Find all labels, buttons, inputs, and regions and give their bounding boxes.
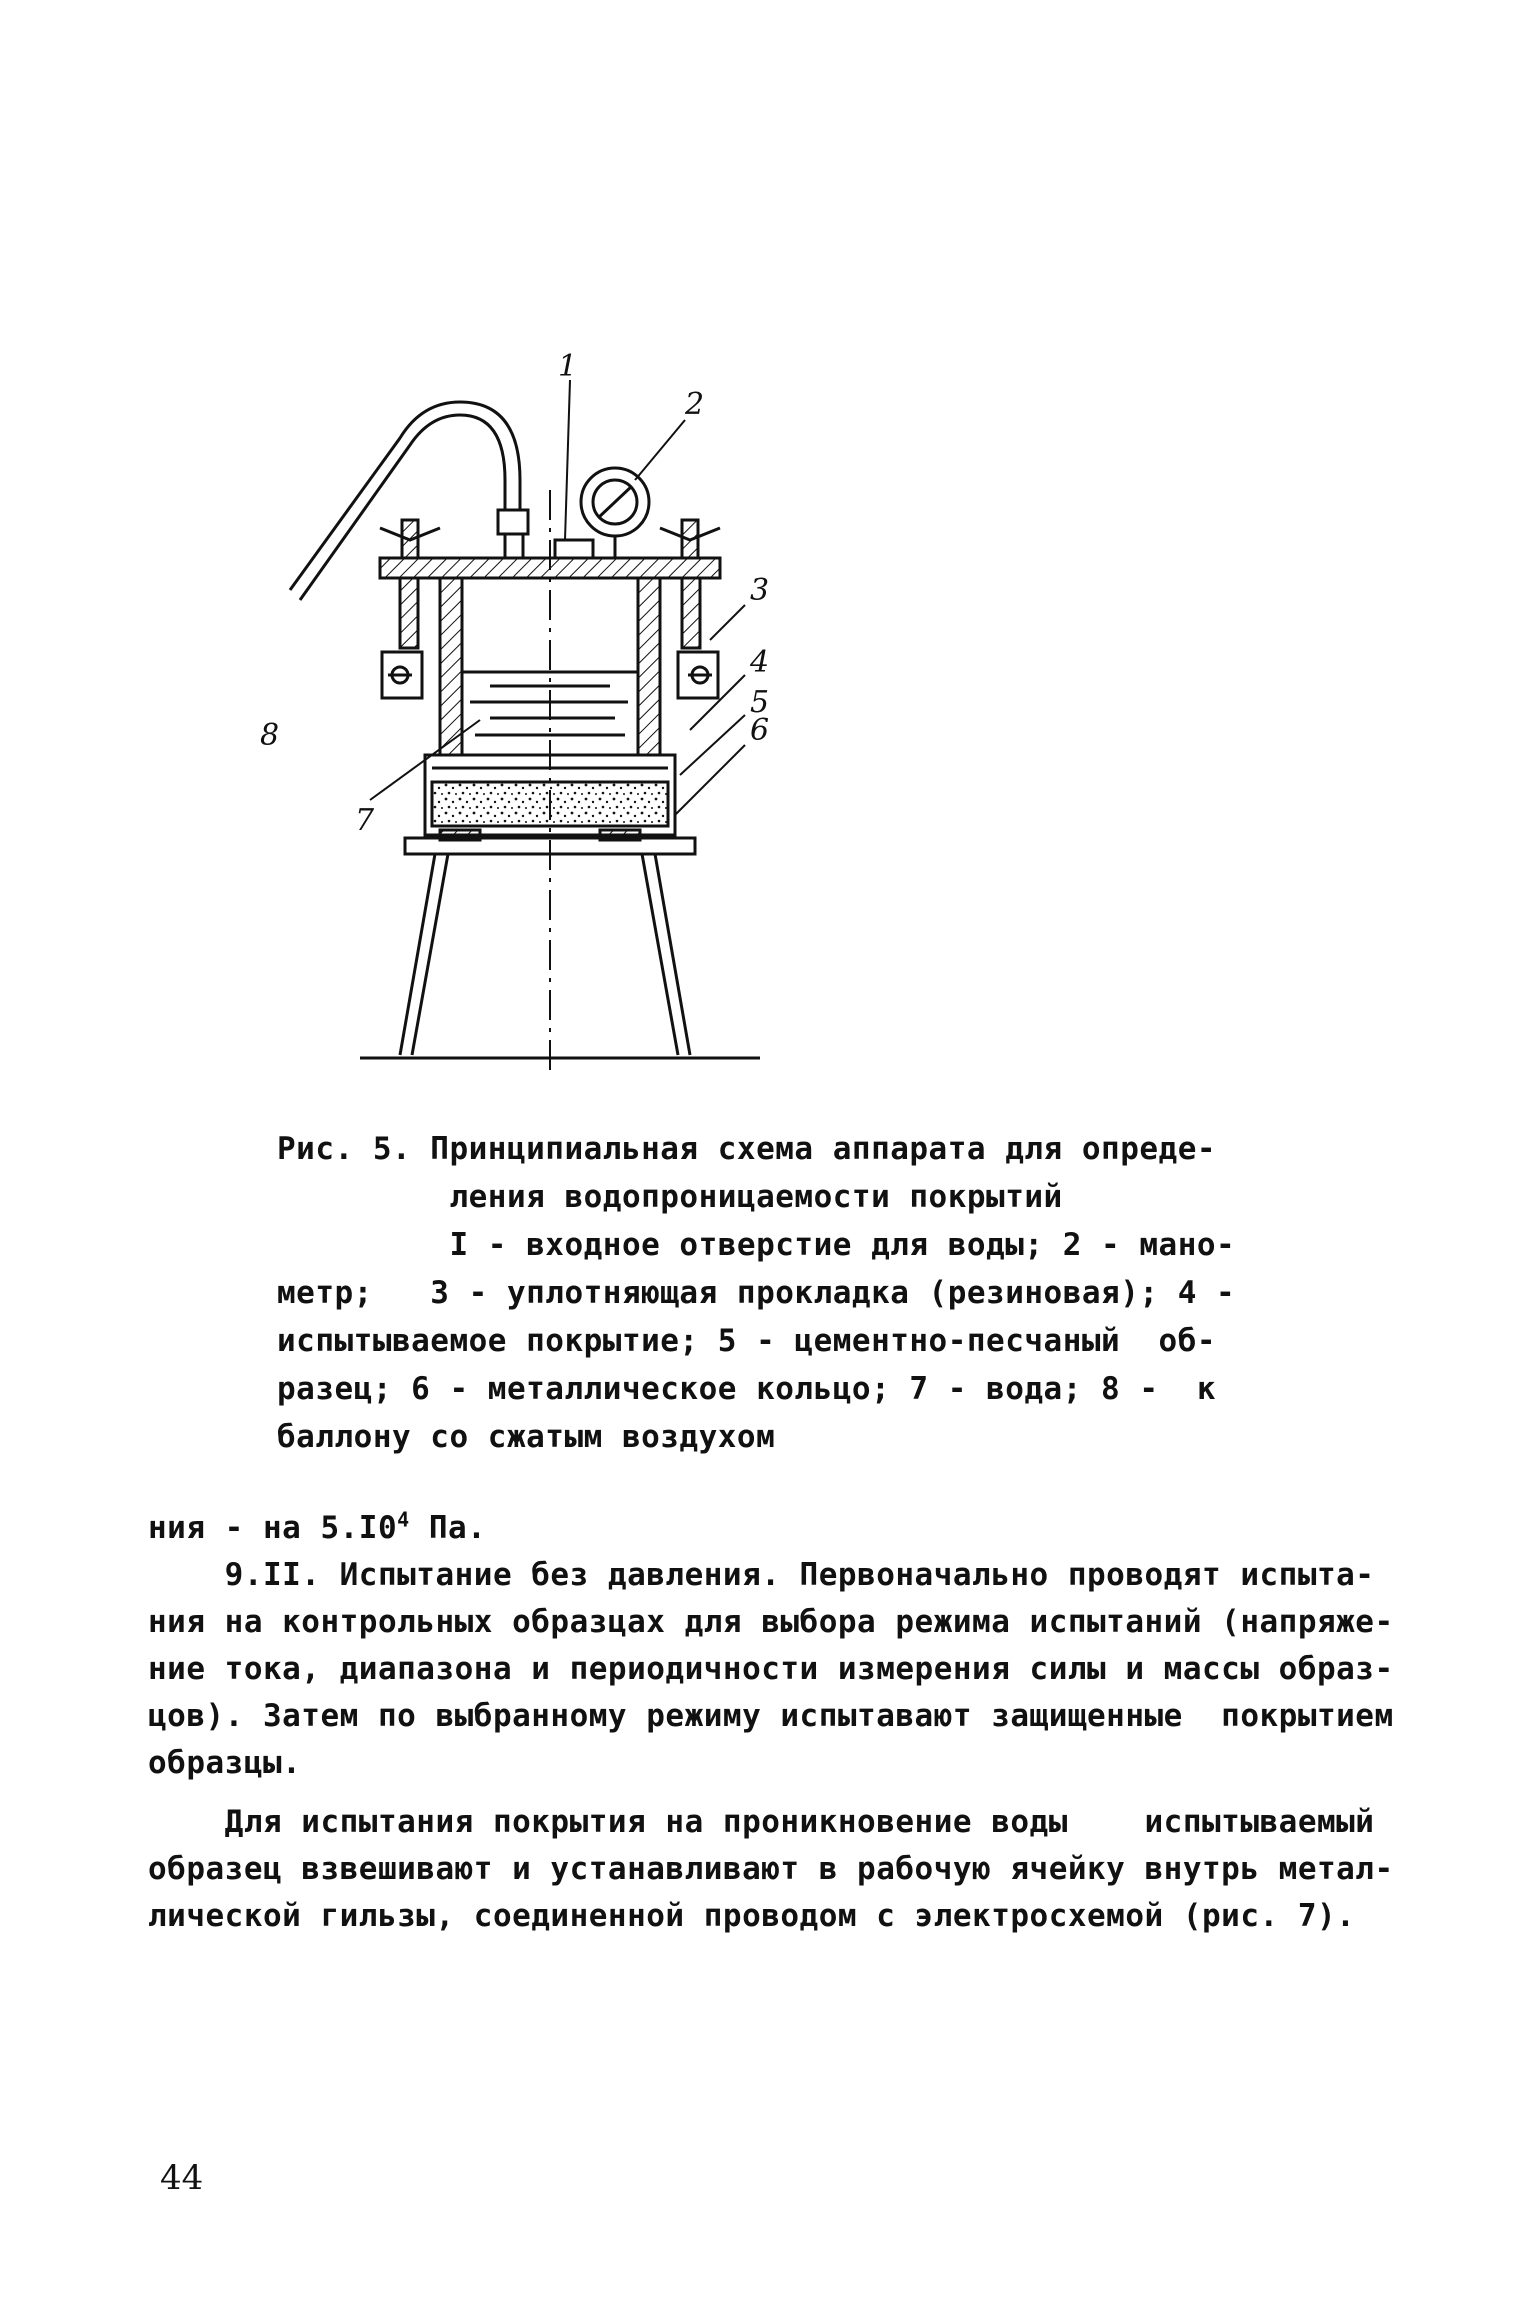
hose-fitting <box>498 510 528 534</box>
label-3: 3 <box>750 573 770 608</box>
body-text <box>148 1505 1398 1940</box>
body-line: ния на контрольных образцах для выбора режима испытаний (напряже- <box>148 1604 1394 1640</box>
cylinder-wall-left <box>440 578 462 758</box>
caption-line: ления водопроницаемости покрытий <box>277 1179 1063 1215</box>
body-line: Для испытания покрытия на проникновение воды испытываемый <box>148 1804 1375 1840</box>
body-line: образец взвешивают и устанавливают в рабочую ячейку внутрь метал- <box>148 1851 1394 1887</box>
caption-line: Рис. 5. Принципиальная схема аппарата для опреде- <box>277 1131 1217 1167</box>
cylinder-wall-right <box>638 578 660 758</box>
caption-line: баллону со сжатым воздухом <box>277 1419 776 1455</box>
body-line: цов). Затем по выбранному режиму испытавают защищенные покрытием <box>148 1698 1394 1734</box>
body-line: образцы. <box>148 1745 302 1781</box>
caption-line: метр; 3 - уплотняющая прокладка (резиновая); 4 - <box>277 1275 1236 1311</box>
label-8: 8 <box>260 718 280 753</box>
caption-line: разец; 6 - металлическое кольцо; 7 - вода; 8 - к <box>277 1371 1217 1407</box>
body-line: ние тока, диапазона и периодичности измерения силы и массы образ- <box>148 1651 1394 1687</box>
pressure-exponent: 4 <box>397 1507 410 1532</box>
label-4: 4 <box>750 645 770 680</box>
label-6: 6 <box>750 713 770 748</box>
pressure-line <box>148 1505 1398 1552</box>
apparatus-drawing <box>260 349 1040 1070</box>
caption-line: I - входное отверстие для воды; 2 - мано- <box>277 1227 1236 1263</box>
label-5: 5 <box>750 685 770 720</box>
body-line: 9.II. Испытание без давления. Первоначально проводят испыта- <box>148 1557 1375 1593</box>
page-number: 44 <box>160 2158 204 2198</box>
apparatus-diagram <box>260 349 1040 1070</box>
figure-caption <box>277 1125 1237 1461</box>
label-7: 7 <box>355 803 375 838</box>
label-1: 1 <box>558 349 578 384</box>
water-inlet-cap <box>555 540 593 558</box>
body-line: лической гильзы, соединенной проводом с электросхемой (рис. 7). <box>148 1898 1356 1934</box>
pressure-unit: Па. <box>409 1510 487 1546</box>
pressure-text: ния - на 5.I0 <box>148 1510 398 1546</box>
caption-line: испытываемое покрытие; 5 - цементно-песчаный об- <box>277 1323 1217 1359</box>
label-2: 2 <box>685 387 705 422</box>
